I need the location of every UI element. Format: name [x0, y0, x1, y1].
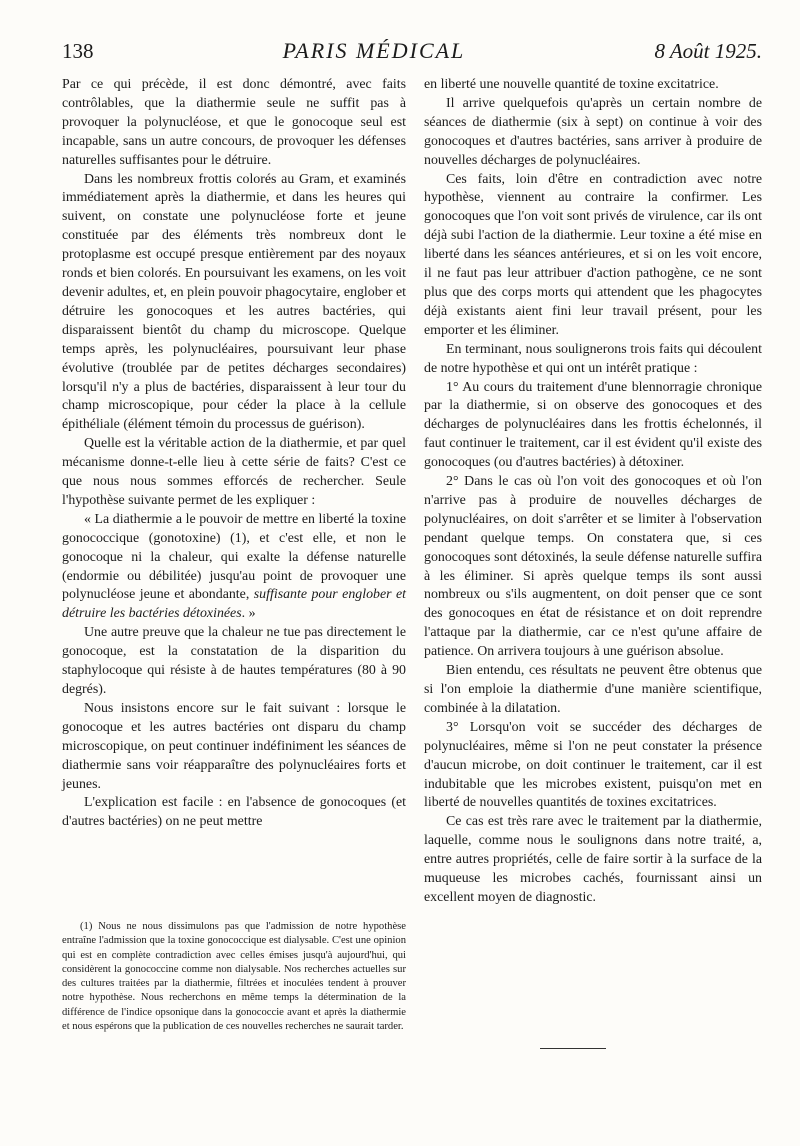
- footnote: (1) Nous ne nous dissimulons pas que l'admission de notre hypothèse entraîne l'admission que la toxine gonococcique est dialysable. C'est une opinion qui est en complète contradiction avec celles émises jusqu'à aujourd'hui, qui considèrent la gonococcine comme non dialysable. Nos recherches actuelles sur des cultures traitées par la diathermie, filtrées et inoculées tendent à prouver notre hypothèse. Nous recherchons en même temps la détermination de la différence de l'indice opsonique dans la gonococcie avant et après la diathermie et nous espérons que la publication de ces nouvelles recherches ne saurait tarder.: [62, 921, 406, 1033]
- paragraph: Dans les nombreux frottis colorés au Gram, et examinés immédiatement après la diathermie, et dans les heures qui suivent, on constate une polynucléose forte et jeune constituée par des éléments très nombreux dont le protoplasme est occupé presque entièrement par des noyaux ronds et bien colorés. En poursuivant les examens, on les voit devenir adultes, et, en plein pouvoir phagocytaire, englober et détruire les gonocoques et les autres bactéries, qui disparaissent bientôt du champ du microscope. Quelque temps après, les polynucléaires, poursuivant leur phase évolutive (troublée par de petites décharges secondaires) lorsqu'il n'y a plus de bactéries, disparaissent à leur tour du champ microscopique, pour céder la place à la cellule épithéliale (élément témoin du processus de guérison).: [62, 171, 406, 433]
- issue-date: 8 Août 1925.: [654, 39, 762, 63]
- footnote-block: [62, 920, 406, 1034]
- left-column: [62, 76, 406, 832]
- paragraph: En terminant, nous soulignerons trois faits qui découlent de notre hypothèse et qui ont un intérêt pratique :: [424, 341, 762, 376]
- paragraph: L'explication est facile : en l'absence de gonocoques (et d'autres bactéries) on ne peut mettre: [62, 795, 406, 830]
- paragraph: Nous insistons encore sur le fait suivant : lorsque le gonocoque et les autres bactéries ont disparu du champ microscopique, on peut continuer indéfiniment les séances de diathermie sans voir réapparaître des polynucléaires forts et jeunes.: [62, 700, 406, 792]
- quote-end: . »: [241, 606, 256, 622]
- paragraph: en liberté une nouvelle quantité de toxine excitatrice.: [424, 77, 719, 92]
- paragraph: Quelle est la véritable action de la diathermie, et par quel mécanisme donne-t-elle lieu à cette série de faits? C'est ce que nous nous sommes efforcés de rechercher. Seule l'hypothèse suivante permet de les expliquer :: [62, 436, 406, 508]
- page-number: 138: [62, 39, 94, 63]
- paragraph: 3° Lorsqu'on voit se succéder des décharges de polynucléaires, même si l'on ne peut constater la présence d'aucun microbe, on doit continuer le traitement, car il est indubitable que les microbes existent, puisqu'on met en liberté de nouvelles quantités de toxines excitatrices.: [424, 719, 762, 811]
- right-column: [424, 76, 762, 908]
- paragraph: 1° Au cours du traitement d'une blennorragie chronique par la diathermie, si on observe des gonocoques et des décharges de polynucléaires dans les frottis échelonnés, il faut continuer le traitement, car il est évident qu'il existe des gonocoques (ou d'autres bactéries) à détoxiner.: [424, 379, 762, 471]
- quote-text: « La diathermie a le pouvoir de mettre en liberté la toxine gonococcique (gonotoxine) (1), et c'est elle, et non le gonocoque ni la chaleur, qui exalte la défense naturelle (endormie ou débilitée) jusqu'au point de provoquer une polynucléose jeune et abondante,: [62, 511, 406, 603]
- end-rule: [540, 1048, 606, 1049]
- paragraph: Une autre preuve que la chaleur ne tue pas directement le gonocoque, est la constatation de la disparition du staphylocoque qui résiste à de hautes températures (80 à 90 degrés).: [62, 625, 406, 697]
- paragraph: Par ce qui précède, il est donc démontré, avec faits contrôlables, que la diathermie seule ne suffit pas à provoquer la polynucléose, et que le gonocoque seul est incapable, sans un autre concours, de provoquer les défenses naturelles suffisantes pour le détruire.: [62, 77, 406, 168]
- paragraph: Il arrive quelquefois qu'après un certain nombre de séances de diathermie (six à sept) on continue à voir des gonocoques et d'autres bactéries, sans arriver à produire de nouvelles décharges de polynucléaires.: [424, 95, 762, 168]
- paragraph: Bien entendu, ces résultats ne peuvent être obtenus que si l'on emploie la diathermie d'une manière scientifique, combinée à la dilatation.: [424, 663, 762, 716]
- running-header: [62, 38, 762, 72]
- paragraph: 2° Dans le cas où l'on voit des gonocoques et où l'on n'arrive pas à produire de nouvelles décharges de polynucléaires, on doit s'arrêter et se limiter à l'observation pendant quelque temps. On constatera que, si ces gonocoques sont détoxinés, la seule défense naturelle suffira à les éliminer. Si après quelque temps ils sont aussi nombreux ou s'ils augmentent, on doit penser que ce sont des gonocoques en état de résistance et on doit reprendre l'attaque par la diathermie, car ce n'est qu'une affaire de patience. On arrivera toujours à une guérison absolue.: [424, 474, 762, 660]
- paragraph: Ces faits, loin d'être en contradiction avec notre hypothèse, viennent au contraire la confirmer. Les gonocoques que l'on voit sont privés de virulence, car ils ont déjà subi l'action de la diathermie. Leur toxine a été mise en liberté dans les séances antérieures, et si on les voit encore, il ne faut pas leur attribuer d'action pathogène, ce ne sont plus que des corps morts qui attendent que les phagocytes déjà existants aient fini leur travail présent, pour les emporter et les éliminer.: [424, 171, 762, 338]
- paragraph: Ce cas est très rare avec le traitement par la diathermie, laquelle, comme nous le soulignons dans notre traité, a, entre autres propriétés, celle de faire sortir à la surface de la muqueuse les microbes cachés, fournissant ainsi un excellent moyen de diagnostic.: [424, 814, 762, 905]
- quote-emphasis: suffisante pour englober et détruire les bactéries détoxinées: [62, 587, 407, 622]
- journal-title: PARIS MÉDICAL: [282, 38, 466, 63]
- hypothesis-quote: [62, 511, 406, 624]
